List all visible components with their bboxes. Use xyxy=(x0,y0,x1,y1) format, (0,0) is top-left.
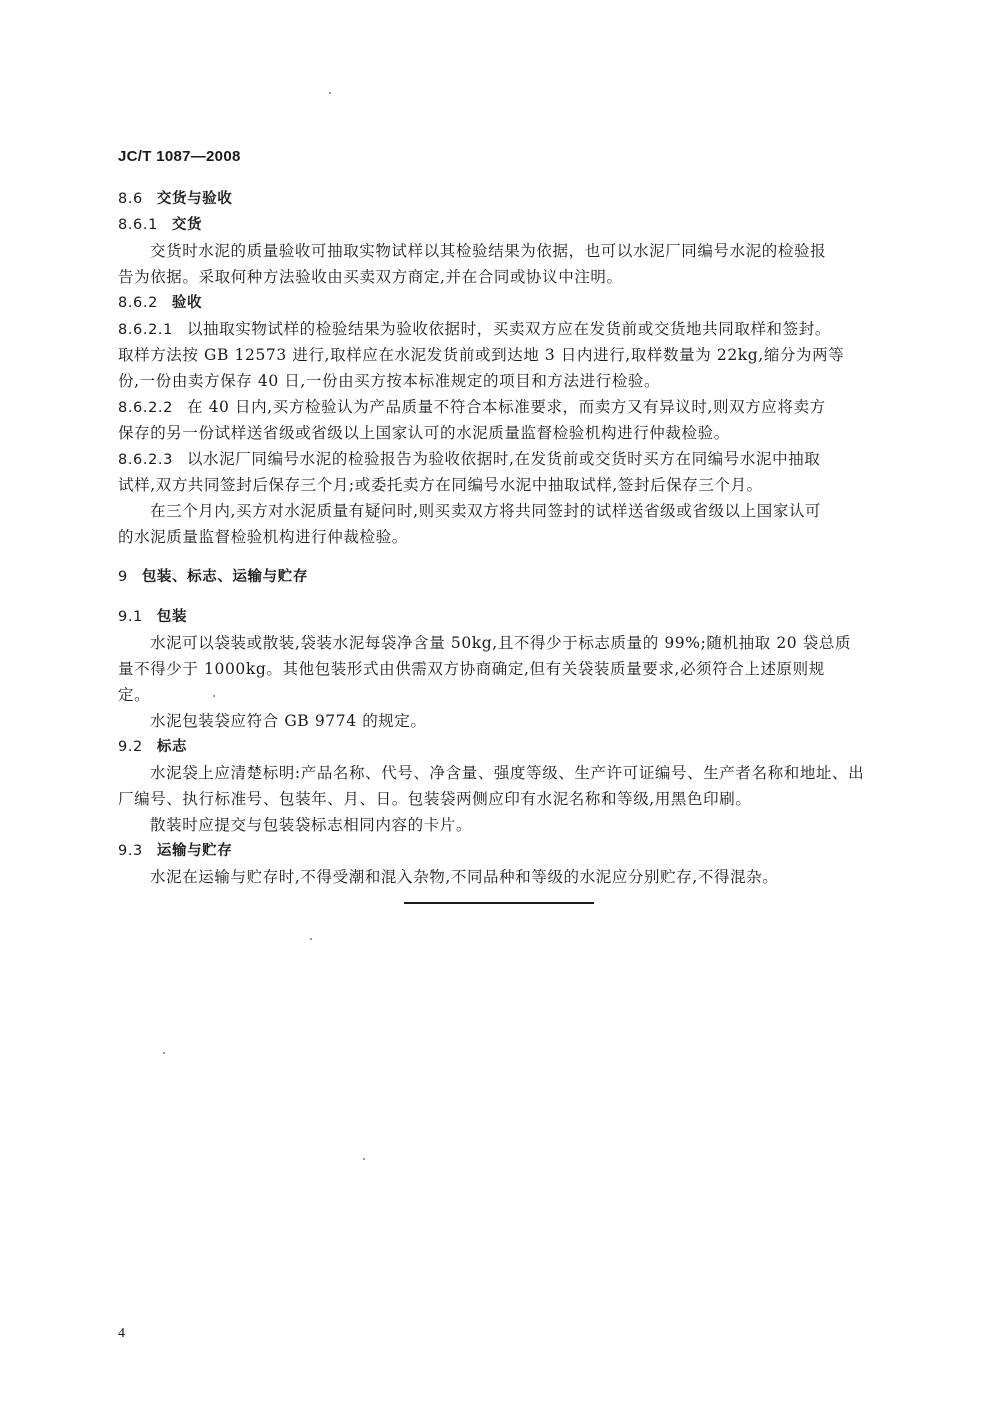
scan-speck xyxy=(163,1052,165,1054)
section-title: 验收 xyxy=(171,295,203,311)
section-title: 包装 xyxy=(156,609,188,625)
heading-9-3 xyxy=(118,840,232,862)
paragraph-line: 取样方法按 GB 12573 进行,取样应在水泥发货前或到达地 3 日内进行,取样数量为 22kg,缩分为两等 xyxy=(118,346,845,364)
paragraph-line: 保存的另一份试样送省级或省级以上国家认可的水泥质量监督检验机构进行仲裁检验。 xyxy=(118,424,730,442)
document-number: JC/T 1087—2008 xyxy=(118,148,241,165)
heading-9 xyxy=(118,566,308,588)
scan-speck xyxy=(310,938,312,940)
clause-number: 8.6.2.3 xyxy=(118,452,173,468)
paragraph-line: 告为依据。采取何种方法验收由买卖双方商定,并在合同或协议中注明。 xyxy=(118,268,623,286)
paragraph-line: 量不得少于 1000kg。其他包装形式由供需双方协商确定,但有关袋装质量要求,必须符合上述原则规 xyxy=(118,660,825,678)
paragraph-line: 水泥袋上应清楚标明:产品名称、代号、净含量、强度等级、生产许可证编号、生产者名称和地址、出 xyxy=(150,764,865,782)
scan-speck xyxy=(363,1158,365,1160)
section-title: 交货与验收 xyxy=(156,191,233,207)
section-number: 8.6 xyxy=(118,191,143,207)
paragraph-line: 试样,双方共同签封后保存三个月;或委托卖方在同编号水泥中抽取试样,签封后保存三个月。 xyxy=(118,476,763,494)
paragraph-line: 散装时应提交与包装袋标志相同内容的卡片。 xyxy=(150,816,473,834)
clause-8-6-2-1 xyxy=(118,318,831,341)
end-rule xyxy=(404,902,594,904)
clause-8-6-2-2 xyxy=(118,396,826,419)
section-title: 标志 xyxy=(156,739,188,755)
section-title: 包装、标志、运输与贮存 xyxy=(141,569,308,585)
paragraph-line: 的水泥质量监督检验机构进行仲裁检验。 xyxy=(118,528,408,546)
heading-9-2 xyxy=(118,736,187,758)
section-number: 8.6.1 xyxy=(118,217,158,233)
paragraph-line: 水泥可以袋装或散装,袋装水泥每袋净含量 50kg,且不得少于标志质量的 99%;随机抽取 20 袋总质 xyxy=(150,634,852,652)
heading-9-1 xyxy=(118,606,187,628)
clause-number: 8.6.2.1 xyxy=(118,322,173,338)
scan-speck xyxy=(213,695,215,697)
paragraph-line: 水泥包装袋应符合 GB 9774 的规定。 xyxy=(150,712,427,730)
clause-text: 以水泥厂同编号水泥的检验报告为验收依据时,在发货前或交货时买方在同编号水泥中抽取 xyxy=(186,450,821,468)
page-number: 4 xyxy=(118,1326,125,1341)
paragraph-line: 厂编号、执行标准号、包装年、月、日。包装袋两侧应印有水泥名称和等级,用黑色印刷。 xyxy=(118,790,752,808)
paragraph-line: 交货时水泥的质量验收可抽取实物试样以其检验结果为依据，也可以水泥厂同编号水泥的检验报 xyxy=(150,242,827,260)
clause-number: 8.6.2.2 xyxy=(118,400,173,416)
paragraph-line: 份,一份由卖方保存 40 日,一份由买方按本标准规定的项目和方法进行检验。 xyxy=(118,372,661,390)
section-number: 9.3 xyxy=(118,843,143,859)
section-title: 交货 xyxy=(171,217,203,233)
section-number: 9.2 xyxy=(118,739,143,755)
heading-8-6-1 xyxy=(118,214,202,236)
section-number: 9 xyxy=(118,569,128,585)
scan-speck xyxy=(329,92,331,94)
section-number: 8.6.2 xyxy=(118,295,158,311)
section-number: 9.1 xyxy=(118,609,143,625)
clause-8-6-2-3 xyxy=(118,448,820,471)
heading-8-6-2 xyxy=(118,292,202,314)
paragraph-line: 水泥在运输与贮存时,不得受潮和混入杂物,不同品种和等级的水泥应分别贮存,不得混杂。 xyxy=(150,868,779,886)
clause-text: 在 40 日内,买方检验认为产品质量不符合本标准要求，而卖方又有异议时,则双方应将卖方 xyxy=(186,398,826,416)
section-title: 运输与贮存 xyxy=(156,843,233,859)
paragraph-line: 在三个月内,买方对水泥质量有疑问时,则买卖双方将共同签封的试样送省级或省级以上国家认可 xyxy=(150,502,822,520)
paragraph-line: 定。 xyxy=(118,686,151,704)
clause-text: 以抽取实物试样的检验结果为验收依据时，买卖双方应在发货前或交货地共同取样和签封。 xyxy=(186,320,831,338)
heading-8-6 xyxy=(118,188,232,210)
